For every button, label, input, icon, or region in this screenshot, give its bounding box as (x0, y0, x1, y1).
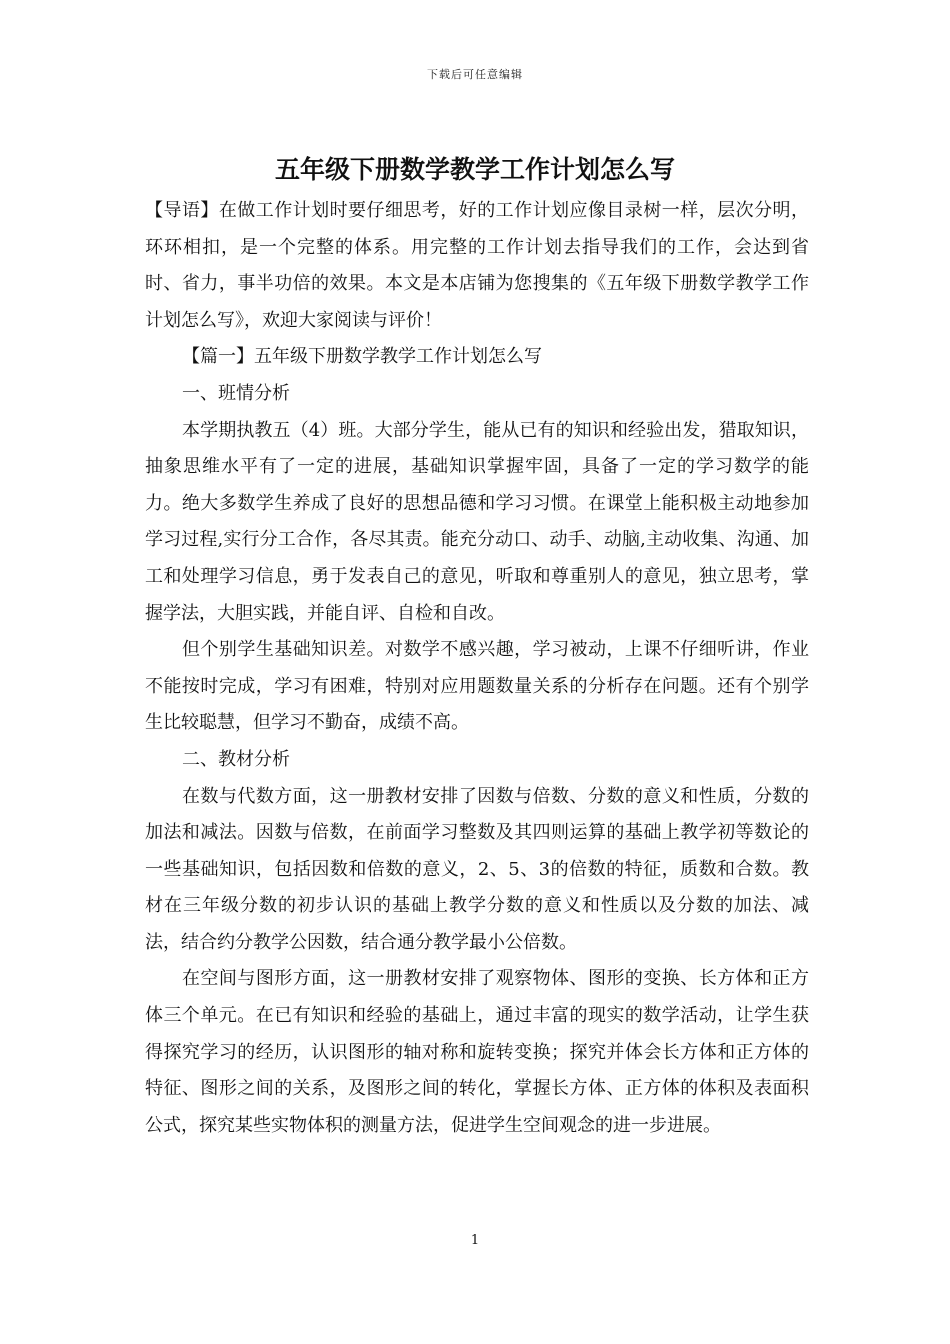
body-paragraph: 在空间与图形方面，这一册教材安排了观察物体、图形的变换、长方体和正方体三个单元。在已有知识和经验的基础上，通过丰富的现实的数学活动，让学生获得探究学习的经历，认识图形的轴对称和旋转变换；探究并体会长方体和正方体的特征、图形之间的关系，及图形之间的转化，掌握长方体、正方体的体积及表面积公式，探究某些实物体积的测量方法，促进学生空间观念的进一步进展。 (145, 968, 809, 1136)
intro-paragraph: 【导语】在做工作计划时要仔细思考，好的工作计划应像目录树一样，层次分明，环环相扣，是一个完整的体系。用完整的工作计划去指导我们的工作，会达到省时、省力，事半功倍的效果。本文是本店铺为您搜集的《五年级下册数学教学工作计划怎么写》，欢迎大家阅读与评价！ (145, 200, 809, 331)
document-title: 五年级下册数学教学工作计划怎么写 (274, 155, 675, 184)
header-note: 下载后可任意编辑 (427, 68, 523, 81)
page-number: 1 (470, 1233, 480, 1248)
body-paragraph: 但个别学生基础知识差。对数学不感兴趣，学习被动，上课不仔细听讲，作业不能按时完成，学习有困难，特别对应用题数量关系的分析存在问题。还有个别学生比较聪慧，但学习不勤奋，成绩不高。 (145, 639, 809, 734)
subsection-heading: 二、教材分析 (182, 748, 290, 770)
body-paragraph: 在数与代数方面，这一册教材安排了因数与倍数、分数的意义和性质，分数的加法和减法。因数与倍数，在前面学习整数及其四则运算的基础上教学初等数论的一些基础知识，包括因数和倍数的意义，2、5、3的倍数的特征，质数和合数。教材在三年级分数的初步认识的基础上教学分数的意义和性质以及分数的加法、减法，结合约分教学公因数，结合通分教学最小公倍数。 (145, 785, 809, 953)
section-heading: 【篇一】五年级下册数学教学工作计划怎么写 (182, 346, 542, 368)
body-paragraph: 本学期执教五（4）班。大部分学生，能从已有的知识和经验出发，猎取知识，抽象思维水平有了一定的进展，基础知识掌握牢固，具备了一定的学习数学的能力。绝大多数学生养成了良好的思想品德和学习习惯。在课堂上能积极主动地参加学习过程,实行分工合作，各尽其责。能充分动口、动手、动脑,主动收集、沟通、加工和处理学习信息，勇于发表自己的意见，听取和尊重别人的意见，独立思考，掌握学法，大胆实践，并能自评、自检和自改。 (145, 419, 809, 624)
document-body (145, 193, 809, 1144)
subsection-heading: 一、班情分析 (182, 382, 290, 404)
